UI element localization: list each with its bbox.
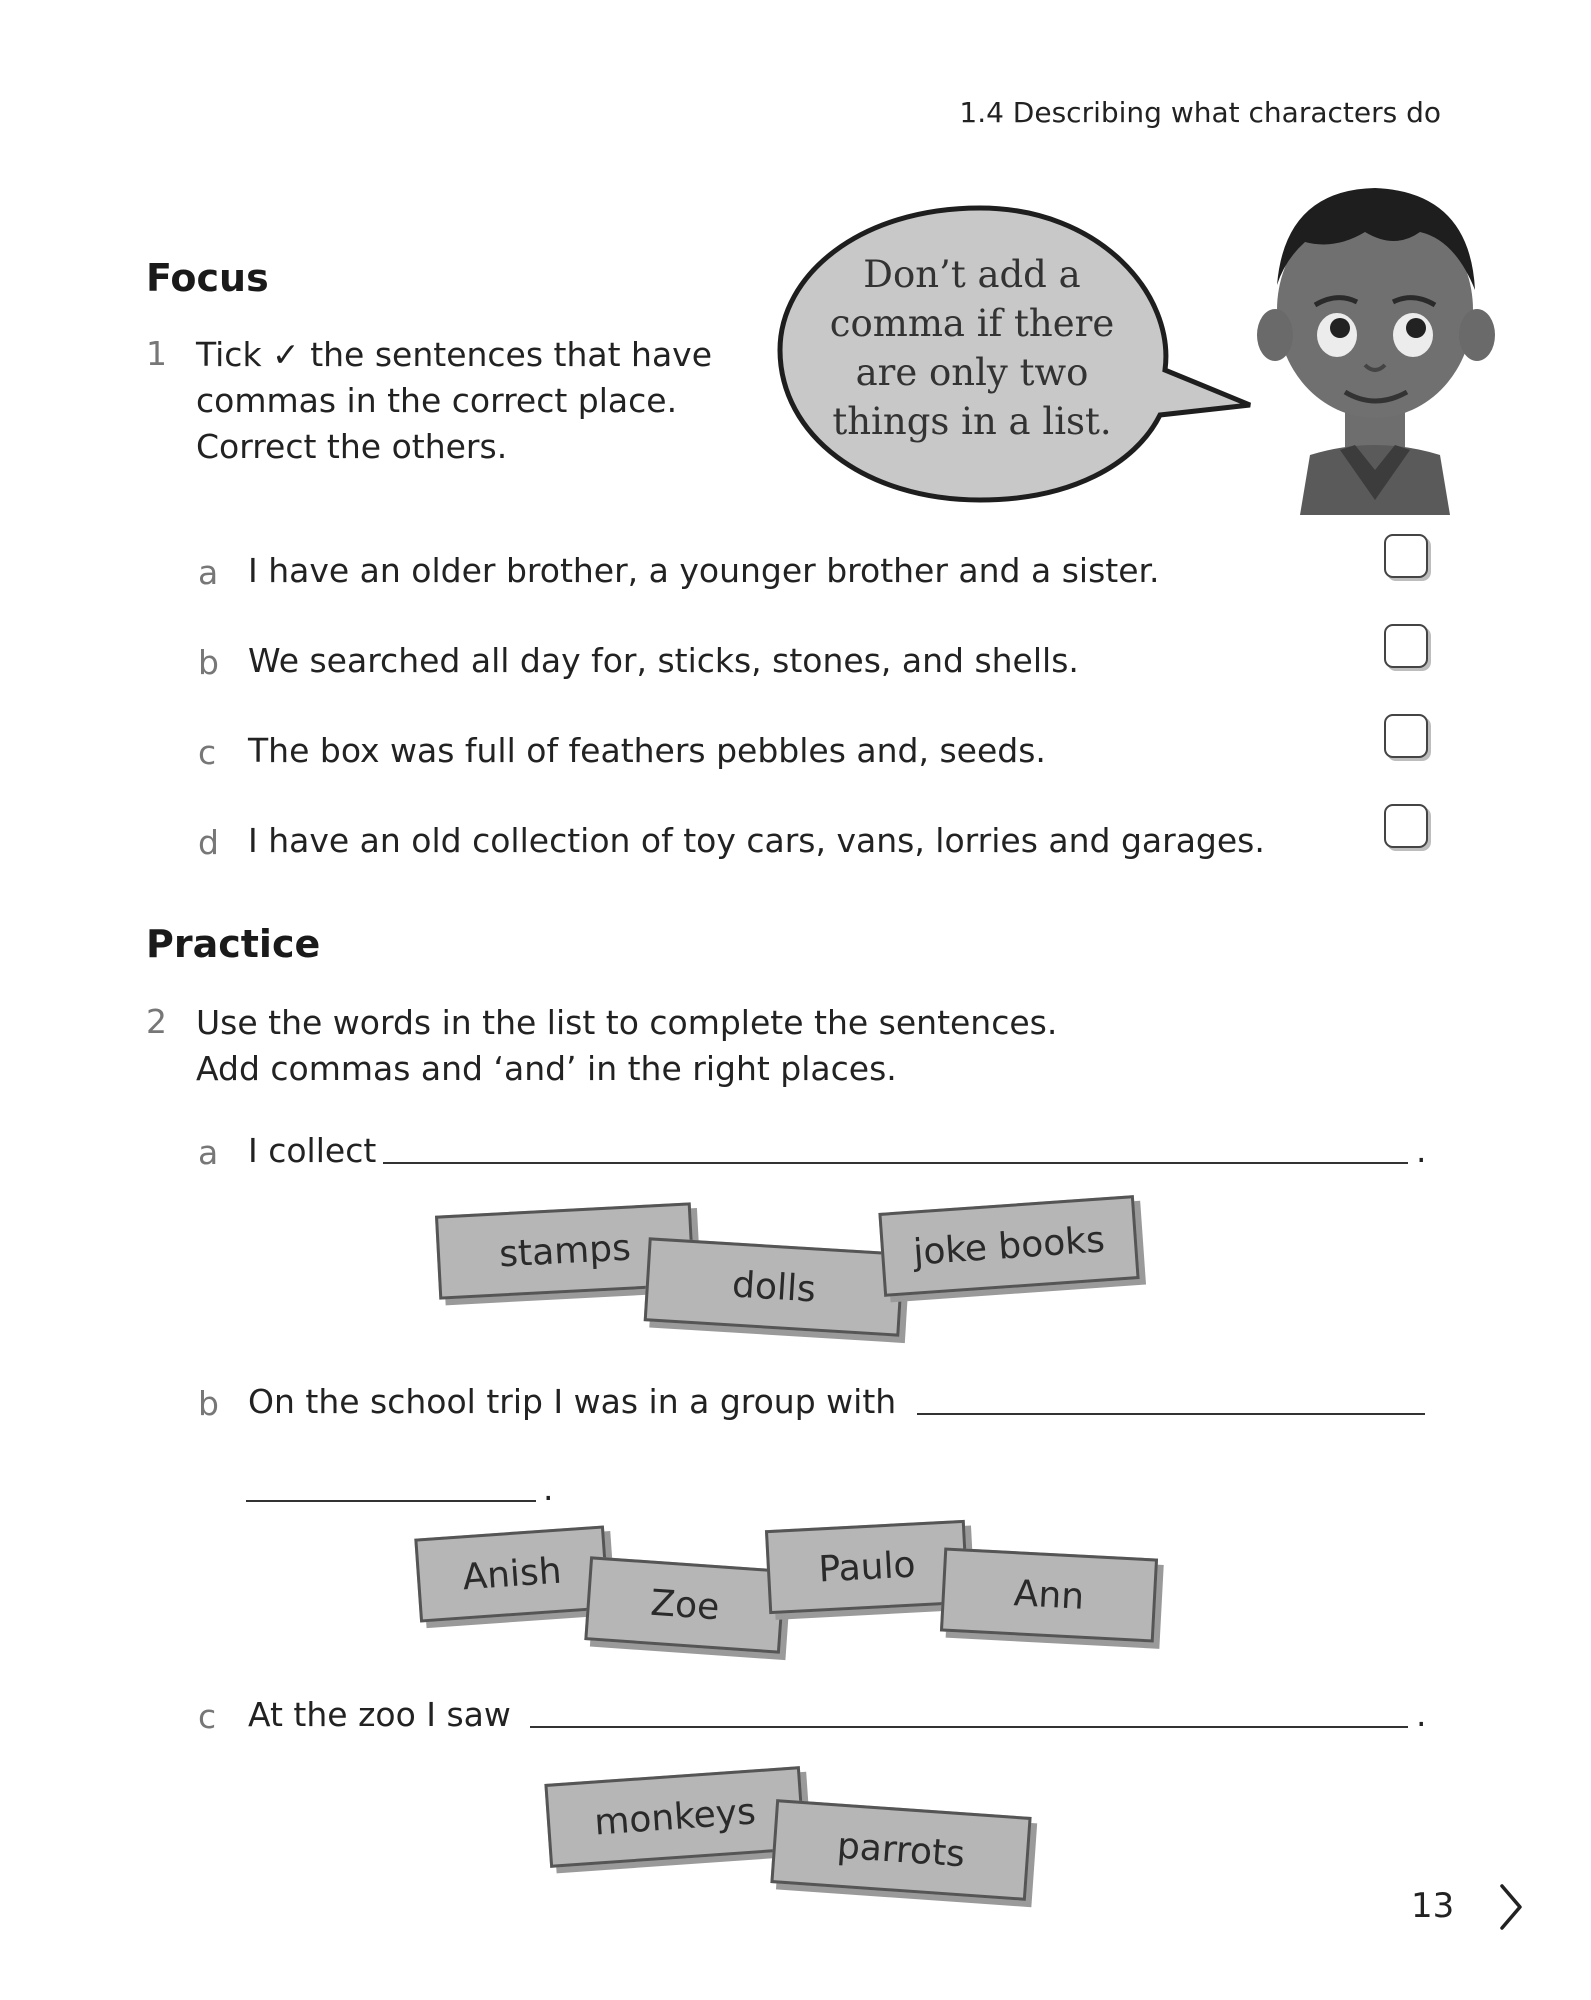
focus-title: Focus <box>146 256 269 300</box>
practice-item-b-text: On the school trip I was in a group with <box>248 1382 897 1421</box>
chapter-header: 1.4 Describing what characters do <box>959 96 1441 129</box>
practice-item-b-answer-line-2[interactable] <box>246 1500 536 1502</box>
practice-item-b-full-stop: . <box>543 1469 554 1508</box>
word-card-dolls[interactable]: dolls <box>644 1237 905 1336</box>
practice-item-c-full-stop: . <box>1416 1695 1427 1734</box>
focus-item-d-text: I have an old collection of toy cars, vans, lorries and garages. <box>248 821 1265 860</box>
bubble-line-4: things in a list. <box>832 400 1112 443</box>
focus-item-d-letter: d <box>198 823 219 862</box>
practice-item-b-answer-line-1[interactable] <box>917 1413 1425 1415</box>
practice-title: Practice <box>146 922 321 966</box>
word-card-paulo[interactable]: Paulo <box>765 1520 969 1614</box>
focus-item-b-checkbox[interactable] <box>1384 624 1428 668</box>
question-2-number: 2 <box>146 1002 167 1041</box>
practice-item-a-letter: a <box>198 1133 219 1172</box>
word-card-parrots[interactable]: parrots <box>770 1799 1031 1901</box>
bubble-line-1: Don’t add a <box>863 253 1081 296</box>
focus-item-c-letter: c <box>198 733 217 772</box>
word-card-zoe[interactable]: Zoe <box>584 1556 785 1653</box>
speech-bubble-text <box>822 250 1122 446</box>
focus-item-a-text: I have an older brother, a younger brother and a sister. <box>248 551 1160 590</box>
practice-item-c-text: At the zoo I saw <box>248 1695 511 1734</box>
bubble-line-3: are only two <box>855 351 1089 394</box>
question-1-line-2: commas in the correct place. <box>196 381 678 420</box>
practice-item-b-letter: b <box>198 1384 219 1423</box>
word-card-monkeys[interactable]: monkeys <box>544 1766 805 1868</box>
bubble-line-2: comma if there <box>829 302 1115 345</box>
focus-item-b-letter: b <box>198 643 219 682</box>
practice-item-c-letter: c <box>198 1697 217 1736</box>
word-card-stamps[interactable]: stamps <box>435 1202 695 1299</box>
word-card-ann[interactable]: Ann <box>940 1547 1158 1642</box>
question-1-text <box>196 332 712 470</box>
question-1-line-1: Tick ✓ the sentences that have <box>196 335 713 374</box>
practice-item-a-full-stop: . <box>1416 1131 1427 1170</box>
practice-item-a-answer-line[interactable] <box>383 1162 1408 1164</box>
boy-character-illustration <box>1245 170 1505 515</box>
question-2-line-2: Add commas and ‘and’ in the right places. <box>196 1049 897 1088</box>
focus-item-c-text: The box was full of feathers pebbles and, seeds. <box>248 731 1046 770</box>
focus-item-a-letter: a <box>198 553 219 592</box>
focus-item-b-text: We searched all day for, sticks, stones, and shells. <box>248 641 1079 680</box>
question-1-line-3: Correct the others. <box>196 427 508 466</box>
chevron-right-icon[interactable] <box>1496 1882 1526 1932</box>
page-number: 13 <box>1411 1886 1455 1926</box>
focus-item-a-checkbox[interactable] <box>1384 534 1428 578</box>
question-2-text <box>196 1000 1057 1092</box>
word-card-joke-books[interactable]: joke books <box>878 1195 1139 1297</box>
focus-item-c-checkbox[interactable] <box>1384 714 1428 758</box>
practice-item-a-text: I collect <box>248 1131 377 1170</box>
word-card-anish[interactable]: Anish <box>414 1525 609 1622</box>
focus-item-d-checkbox[interactable] <box>1384 804 1428 848</box>
practice-item-c-answer-line[interactable] <box>530 1726 1408 1728</box>
question-1-number: 1 <box>146 334 167 373</box>
question-2-line-1: Use the words in the list to complete the sentences. <box>196 1003 1058 1042</box>
